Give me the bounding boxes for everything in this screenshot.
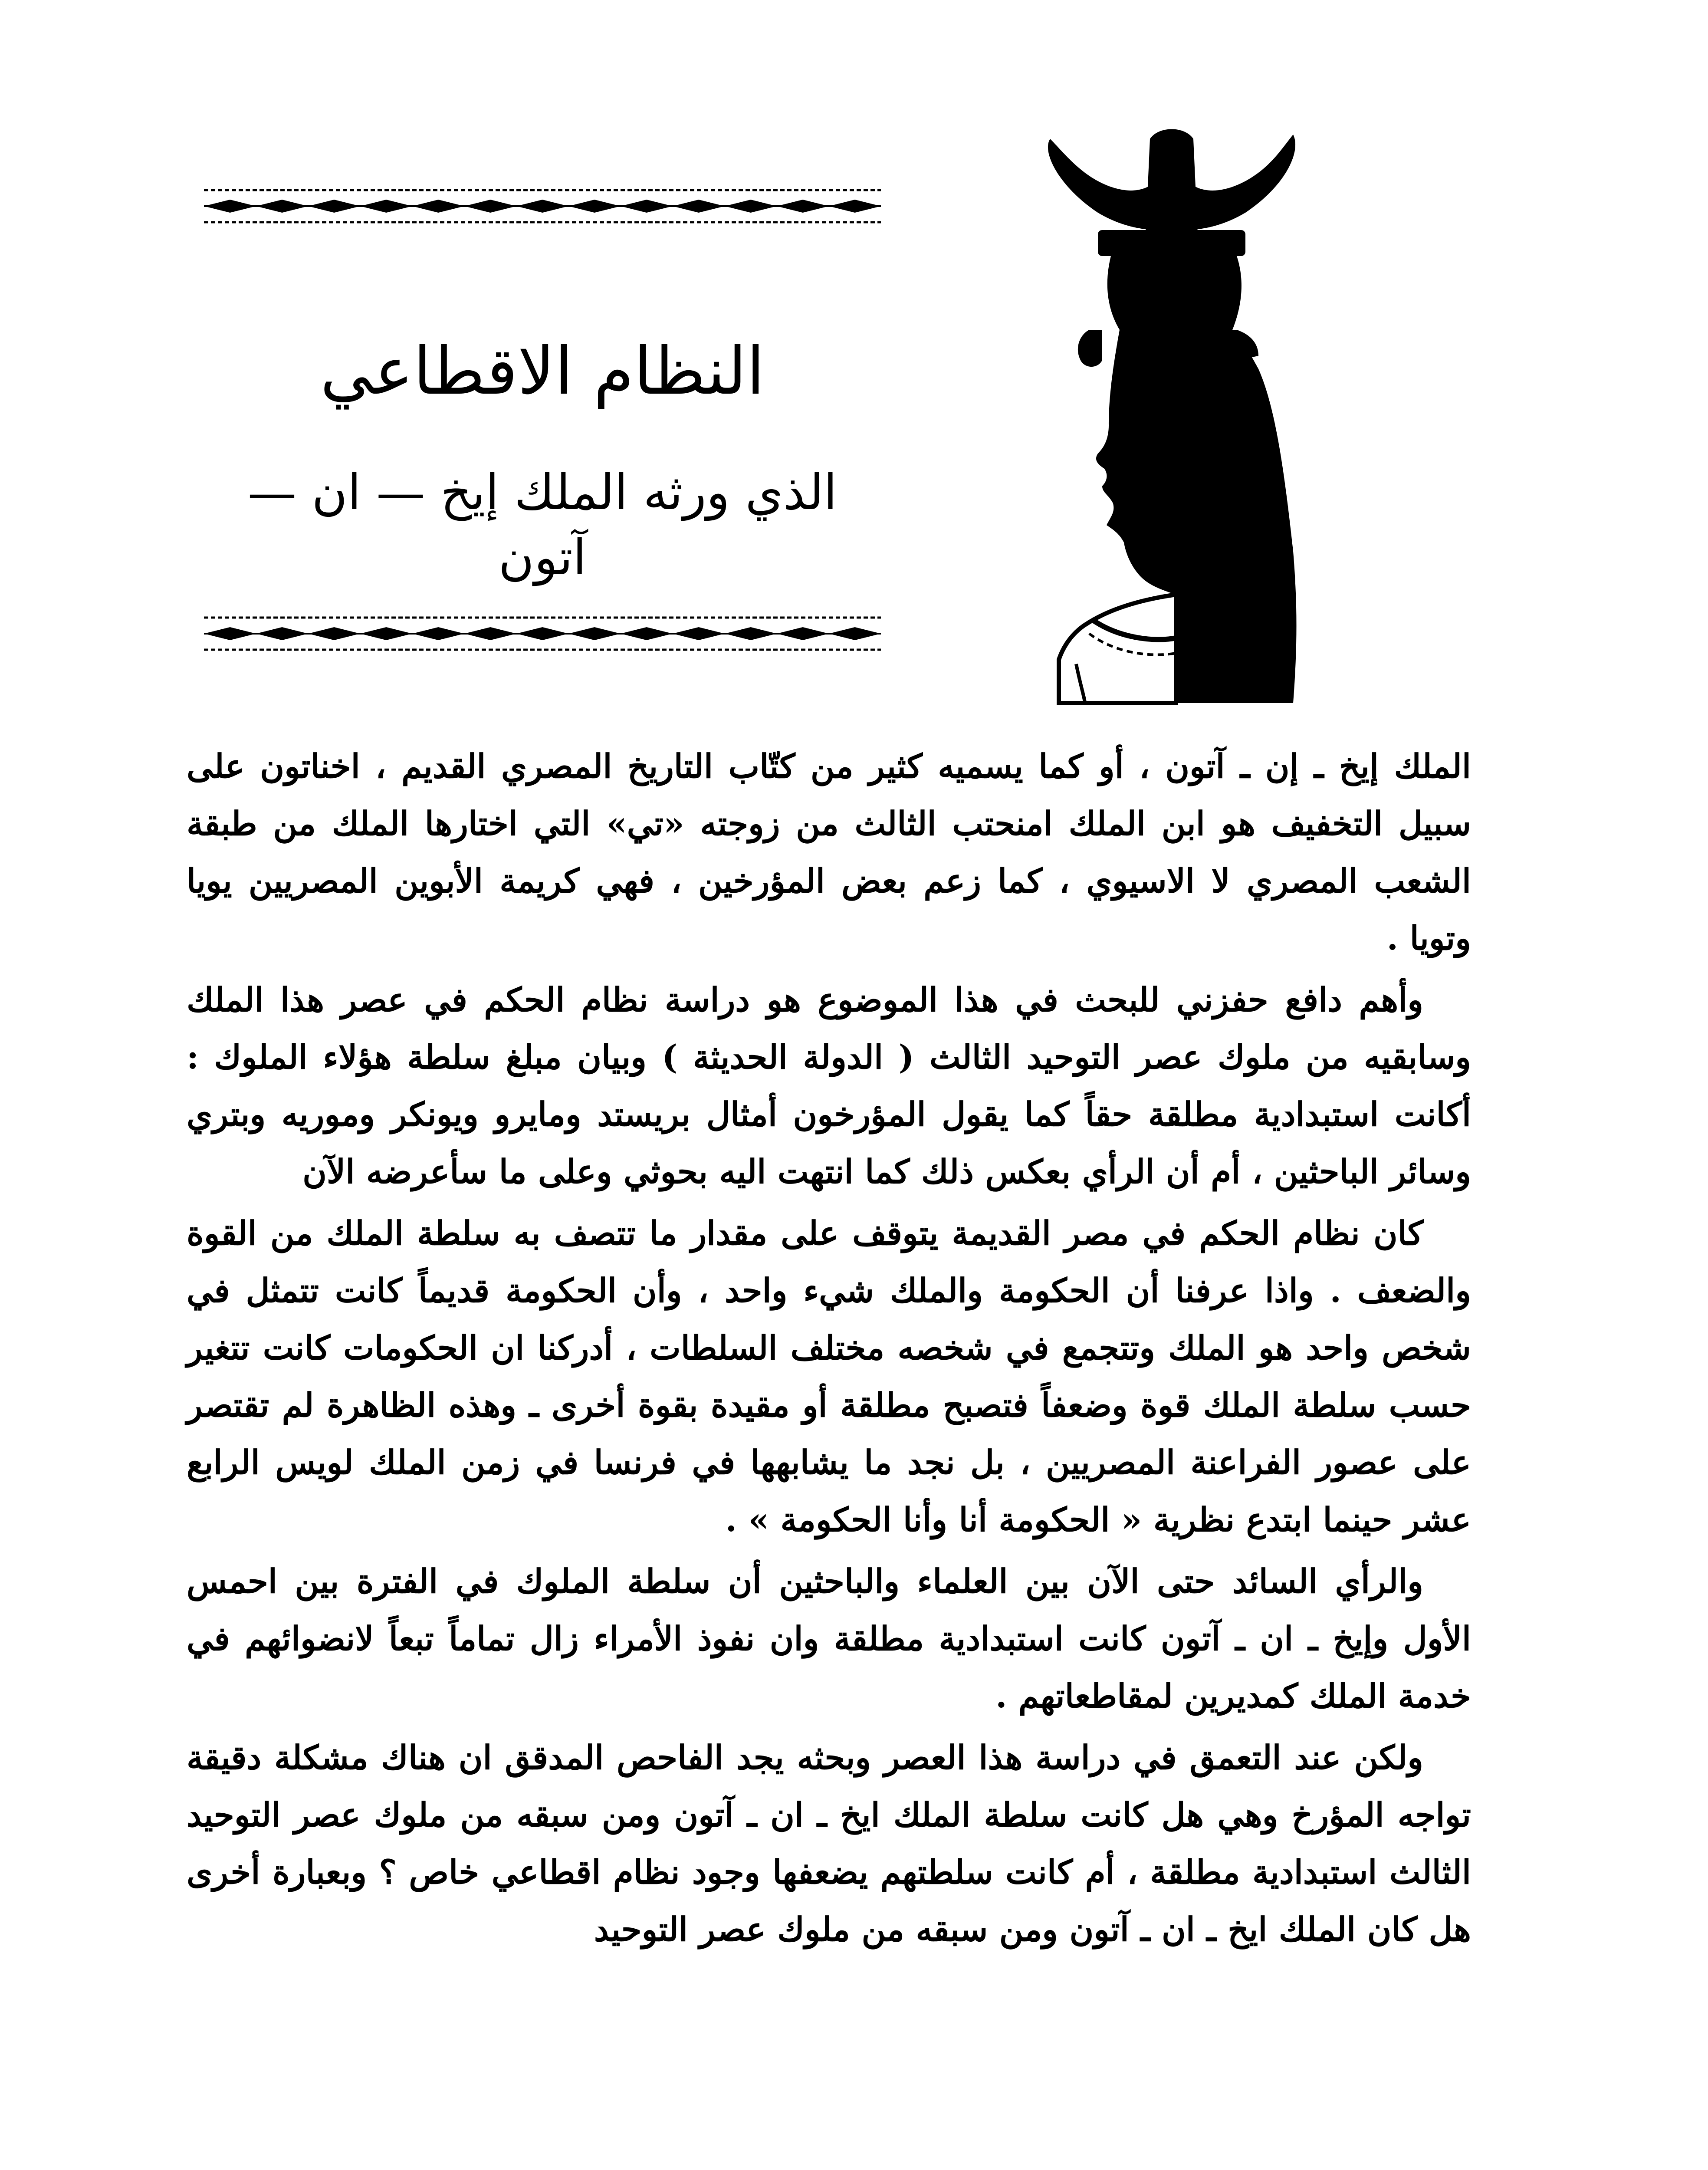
article-body bbox=[187, 738, 1471, 1963]
paragraph-2: وأهم دافع حفزني للبحث في هذا الموضوع هو دراسة نظام الحكم في عصر هذا الملك وسابقيه من ملوك عصر التوحيد الثالث ( الدولة الحديثة ) وبيان مبلغ سلطة هؤلاء الملوك : أكانت استبدادية مطلقة حقاً كما يقول المؤرخون أمثال بريستد ومايرو ويونكر وموريه وبتري وسائر الباحثين ، أم أن الرأي بعكس ذلك كما انتهت اليه بحوثي وعلى ما سأعرضه الآن bbox=[187, 980, 1472, 1191]
paragraph-1: الملك إيخ ـ إن ـ آتون ، أو كما يسميه كثير من كتّاب التاريخ المصري القديم ، اخناتون على سبيل التخفيف هو ابن الملك امنحتب الثالث من زوجته «تي» التي اختارها الملك من طبقة الشعب المصري لا الاسيوي ، كما زعم بعض المؤرخين ، فهي كريمة الأبوين المصريين يويا وتويا . bbox=[187, 747, 1471, 957]
paragraph-3: كان نظام الحكم في مصر القديمة يتوقف على مقدار ما تتصف به سلطة الملك من القوة والضعف . واذا عرفنا أن الحكومة والملك شيء واحد ، وأن الحكومة قديماً كانت تتمثل في شخص واحد هو الملك وتتجمع في شخصه مختلف السلطات ، أدركنا ان الحكومات كانت تتغير حسب سلطة الملك قوة وضعفاً فتصبح مطلقة أو مقيدة بقوة أخرى ـ وهذه الظاهرة لم تقتصر على عصور الفراعنة المصريين ، بل نجد ما يشابهها في فرنسا في زمن الملك لويس الرابع عشر حينما ابتدع نظرية « الحكومة أنا وأنا الحكومة » . bbox=[187, 1214, 1471, 1539]
top-ornamental-rule bbox=[204, 187, 881, 226]
paragraph-5: ولكن عند التعمق في دراسة هذا العصر وبحثه يجد الفاحص المدقق ان هناك مشكلة دقيقة تواجه المؤرخ وهي هل كانت سلطة الملك ايخ ـ ان ـ آتون ومن سبقه من ملوك عصر التوحيد الثالث استبدادية مطلقة ، أم كانت سلطتهم يضعفها وجود نظام اقطاعي خاص ؟ وبعبارة أخرى هل كان الملك ايخ ـ ان ـ آتون ومن سبقه من ملوك عصر التوحيد bbox=[187, 1738, 1471, 1949]
bottom-ornamental-rule bbox=[204, 614, 881, 653]
egyptian-queen-silhouette-icon bbox=[1033, 126, 1311, 707]
page-subtitle: الذي ورثه الملك إيخ — ان — آتون bbox=[247, 464, 838, 586]
page-title: النظام الاقطاعي bbox=[320, 333, 765, 409]
paragraph-4: والرأي السائد حتى الآن بين العلماء والباحثين أن سلطة الملوك في الفترة بين احمس الأول وإيخ ـ ان ـ آتون كانت استبدادية مطلقة وان نفوذ الأمراء زال تماماً تبعاً لانضوائهم في خدمة الملك كمديرين لمقاطعاتهم . bbox=[187, 1562, 1471, 1715]
